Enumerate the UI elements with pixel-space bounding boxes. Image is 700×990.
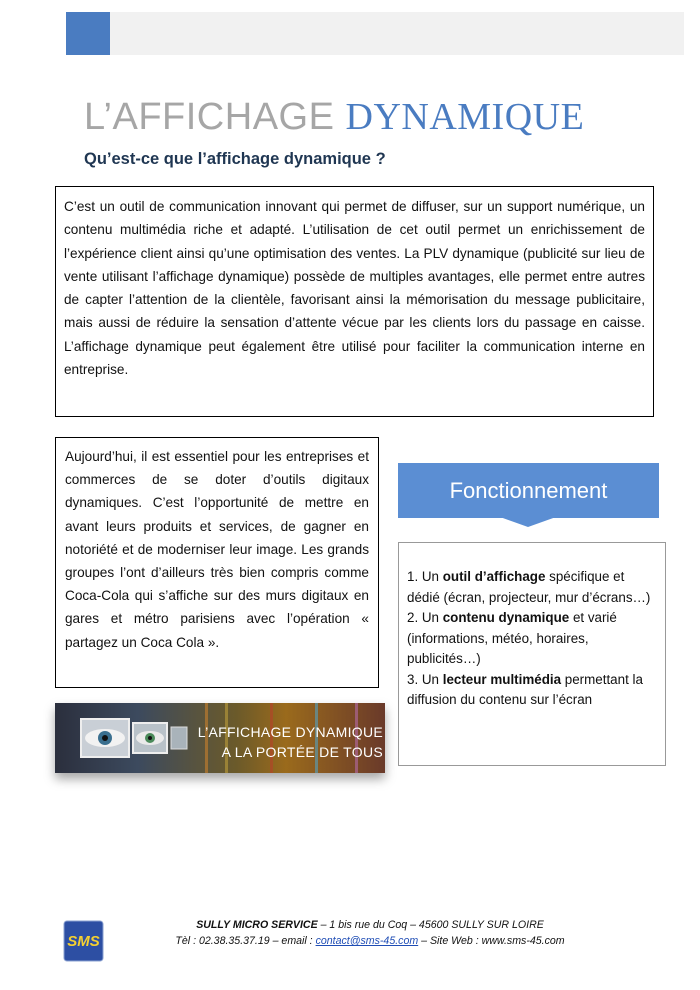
page-title-part1: L’AFFICHAGE	[84, 96, 346, 138]
footer-email-link[interactable]: contact@sms-45.com	[315, 935, 419, 947]
fonctionnement-arrow-icon	[500, 517, 556, 527]
page-title	[84, 98, 584, 136]
list-item-keyword: lecteur multimédia	[442, 671, 562, 687]
fonctionnement-heading: Fonctionnement	[398, 463, 659, 518]
list-item-text: spécifique et dédié (écran, projecteur, mur d’écrans…)	[407, 569, 651, 605]
list-item-text: et varié (informations, météo, horaires, publicités…)	[407, 610, 617, 666]
context-box	[55, 437, 379, 688]
context-text: Aujourd’hui, il est essentiel pour les entreprises et commerces de se doter d’outils digitaux dynamiques. C’est l’opportunité de mettre en avant leurs produits et services, de gagner en notoriété et de moderniser leur image. Les grands groupes l’ont d’ailleurs très bien compris comme Coca-Cola qui s’affiche sur des murs digitaux en gares et métro parisiens avec l’opération « partagez un Coca Cola ».	[65, 449, 369, 650]
footer-company: SULLY MICRO SERVICE	[196, 919, 318, 931]
logo-text: SMS	[67, 933, 100, 950]
intro-box	[55, 186, 654, 417]
list-item-prefix: 3. Un	[407, 671, 443, 687]
page-title-part2: DYNAMIQUE	[345, 96, 585, 138]
intro-text: C’est un outil de communication innovant qui permet de diffuser, sur un support numérique, un contenu multimédia riche et adapté. L’utilisation de cet outil permet un enrichissement de l’expérience client ainsi qu’une optimisation des ventes. La PLV dynamique (publicité sur lieu de vente utilisant l’affichage dynamique) possède de multiples avantages, elle permet entre autres de capter l’attention de la clientèle, favorisant ainsi la mémorisation du message publicitaire, mais aussi de réduire la sensation d’attente vécue par les clients lors du passage en caisse. L’affichage dynamique peut également être utilisé pour faciliter la communication interne en entreprise.	[64, 199, 645, 378]
banner-line2: A LA PORTÉE DE TOUS	[221, 744, 383, 760]
list-item-prefix: 2. Un	[407, 610, 443, 625]
footer-site: – Site Web : www.sms-45.com	[418, 935, 565, 947]
list-item-text: permettant la diffusion du contenu sur l’écran	[407, 671, 643, 707]
footer	[0, 917, 700, 949]
footer-tel: Tèl : 02.38.35.37.19 – email :	[175, 935, 316, 947]
fonctionnement-list	[407, 567, 657, 711]
list-item-keyword: contenu dynamique	[442, 610, 570, 625]
banner-line1: L’AFFICHAGE DYNAMIQUE	[197, 724, 383, 740]
list-item-prefix: 1. Un	[407, 569, 443, 584]
banner-caption	[173, 722, 383, 762]
footer-address: – 1 bis rue du Coq – 45600 SULLY SUR LOIRE	[317, 919, 544, 931]
footer-contact-line	[0, 933, 700, 949]
list-item-keyword: outil d’affichage	[442, 569, 546, 584]
promo-banner-image	[55, 703, 385, 773]
footer-address-line	[0, 917, 700, 933]
header-bar	[66, 12, 684, 55]
fonctionnement-box	[398, 542, 666, 766]
page-subtitle: Qu’est-ce que l’affichage dynamique ?	[84, 150, 386, 168]
header-accent-square	[66, 12, 110, 55]
